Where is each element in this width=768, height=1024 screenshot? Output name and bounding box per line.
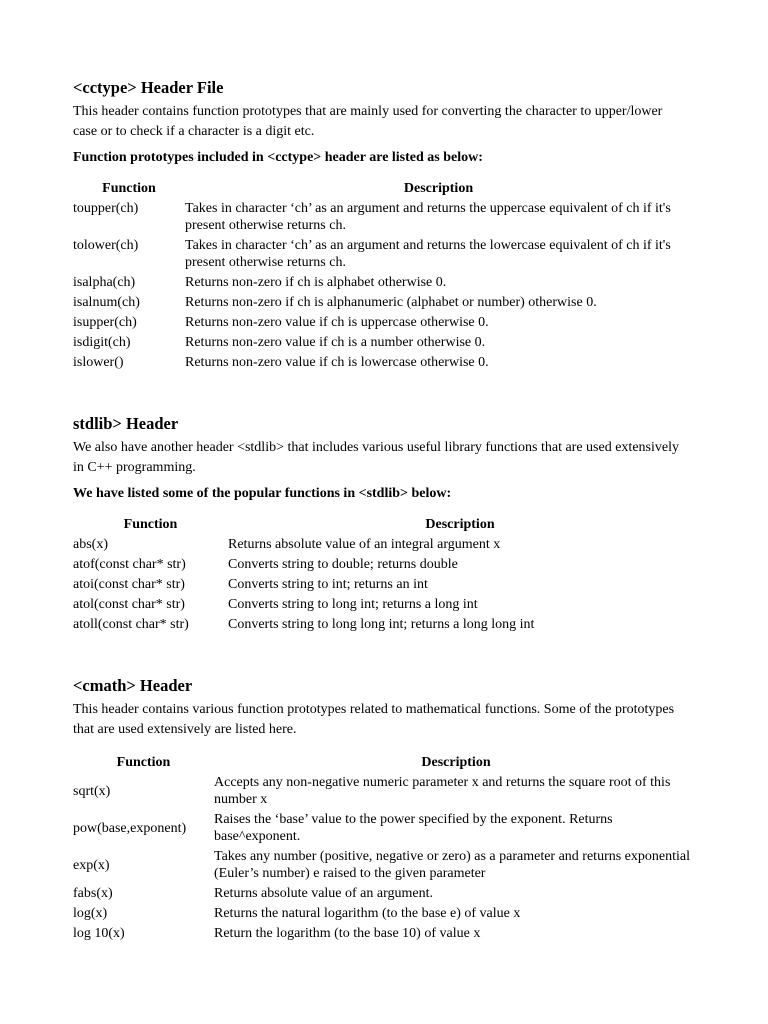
table-row [73, 595, 692, 615]
stdlib-intro: We also have another header <stdlib> that includes various useful library functions that are used extensively in C++ programming. [73, 440, 679, 475]
table-row [73, 773, 698, 810]
function-cell: abs(x) [73, 537, 108, 552]
table-row [73, 924, 698, 944]
description-cell: Raises the ‘base’ value to the power specified by the exponent. Returns base^exponent. [214, 812, 613, 844]
function-cell: isdigit(ch) [73, 335, 131, 350]
function-cell: sqrt(x) [73, 783, 111, 799]
function-cell: pow(base,exponent) [73, 820, 187, 836]
cmath-intro: This header contains various function prototypes related to mathematical functions. Some of the prototypes that are used extensively are listed here. [73, 702, 675, 737]
description-cell: Accepts any non-negative numeric parameter x and returns the square root of this number x [214, 775, 671, 807]
function-cell: toupper(ch) [73, 201, 139, 216]
table-row [73, 615, 692, 635]
function-cell: isupper(ch) [73, 315, 137, 330]
description-cell: Returns non-zero value if ch is uppercase otherwise 0. [185, 315, 489, 330]
stdlib-section [73, 414, 698, 635]
description-cell: Takes any number (positive, negative or zero) as a parameter and returns exponential (Euler’s number) e raised to the given parameter [214, 849, 690, 881]
function-cell: islower() [73, 355, 124, 370]
table-row [73, 555, 692, 575]
column-header-function: Function [123, 517, 178, 532]
function-cell: fabs(x) [73, 886, 113, 901]
function-cell: isalnum(ch) [73, 295, 140, 310]
table-row [73, 333, 692, 353]
table-row [73, 199, 692, 236]
cctype-section [73, 78, 698, 373]
description-cell: Return the logarithm (to the base 10) of value x [214, 926, 481, 941]
table-row [73, 810, 698, 847]
table-row [73, 575, 692, 595]
description-cell: Converts string to long int; returns a long int [228, 597, 478, 612]
table-header-row [73, 179, 692, 199]
function-cell: atof(const char* str) [73, 557, 186, 572]
function-cell: tolower(ch) [73, 238, 139, 253]
column-header-function: Function [102, 181, 156, 196]
cctype-table [73, 179, 692, 373]
table-row [73, 884, 698, 904]
table-header-row [73, 515, 692, 535]
description-cell: Takes in character ‘ch’ as an argument and returns the uppercase equivalent of ch if it's present otherwise returns ch. [185, 201, 671, 233]
function-cell: isalpha(ch) [73, 275, 136, 290]
description-cell: Converts string to long long int; returns a long long int [228, 617, 535, 632]
stdlib-lead: We have listed some of the popular functions in <stdlib> below: [73, 486, 452, 501]
description-cell: Returns the natural logarithm (to the base e) of value x [214, 906, 521, 921]
description-cell: Returns non-zero value if ch is a number otherwise 0. [185, 335, 486, 350]
column-header-description: Description [421, 755, 491, 770]
cmath-table [73, 753, 698, 944]
function-cell: log(x) [73, 906, 108, 921]
table-header-row [73, 753, 698, 773]
description-cell: Returns non-zero value if ch is lowercase otherwise 0. [185, 355, 489, 370]
description-cell: Returns absolute value of an argument. [214, 886, 434, 901]
cmath-section [73, 676, 698, 944]
column-header-function: Function [116, 755, 171, 770]
table-row [73, 236, 692, 273]
column-header-description: Description [403, 181, 474, 196]
table-row [73, 273, 692, 293]
description-cell: Returns non-zero if ch is alphanumeric (alphabet or number) otherwise 0. [185, 295, 597, 310]
table-row [73, 904, 698, 924]
cctype-lead: Function prototypes included in <cctype> header are listed as below: [73, 150, 483, 165]
description-cell: Converts string to int; returns an int [228, 577, 428, 592]
table-row [73, 313, 692, 333]
description-cell: Returns absolute value of an integral argument x [228, 537, 501, 552]
cctype-intro: This header contains function prototypes that are mainly used for converting the character to upper/lower case or to check if a character is a digit etc. [73, 104, 663, 139]
stdlib-title: stdlib> Header [73, 414, 179, 433]
table-row [73, 293, 692, 313]
function-cell: atoi(const char* str) [73, 577, 185, 592]
description-cell: Converts string to double; returns double [228, 557, 458, 572]
cmath-title: <cmath> Header [73, 676, 193, 695]
function-cell: atoll(const char* str) [73, 617, 189, 632]
function-cell: exp(x) [73, 857, 110, 873]
cctype-title: <cctype> Header File [73, 78, 224, 97]
column-header-description: Description [425, 517, 495, 532]
table-row [73, 535, 692, 555]
stdlib-table [73, 515, 692, 635]
table-row [73, 353, 692, 373]
function-cell: atol(const char* str) [73, 597, 185, 612]
description-cell: Takes in character ‘ch’ as an argument and returns the lowercase equivalent of ch if it's present otherwise returns ch. [185, 238, 671, 270]
table-row [73, 847, 698, 884]
function-cell: log 10(x) [73, 926, 125, 941]
description-cell: Returns non-zero if ch is alphabet otherwise 0. [185, 275, 447, 290]
